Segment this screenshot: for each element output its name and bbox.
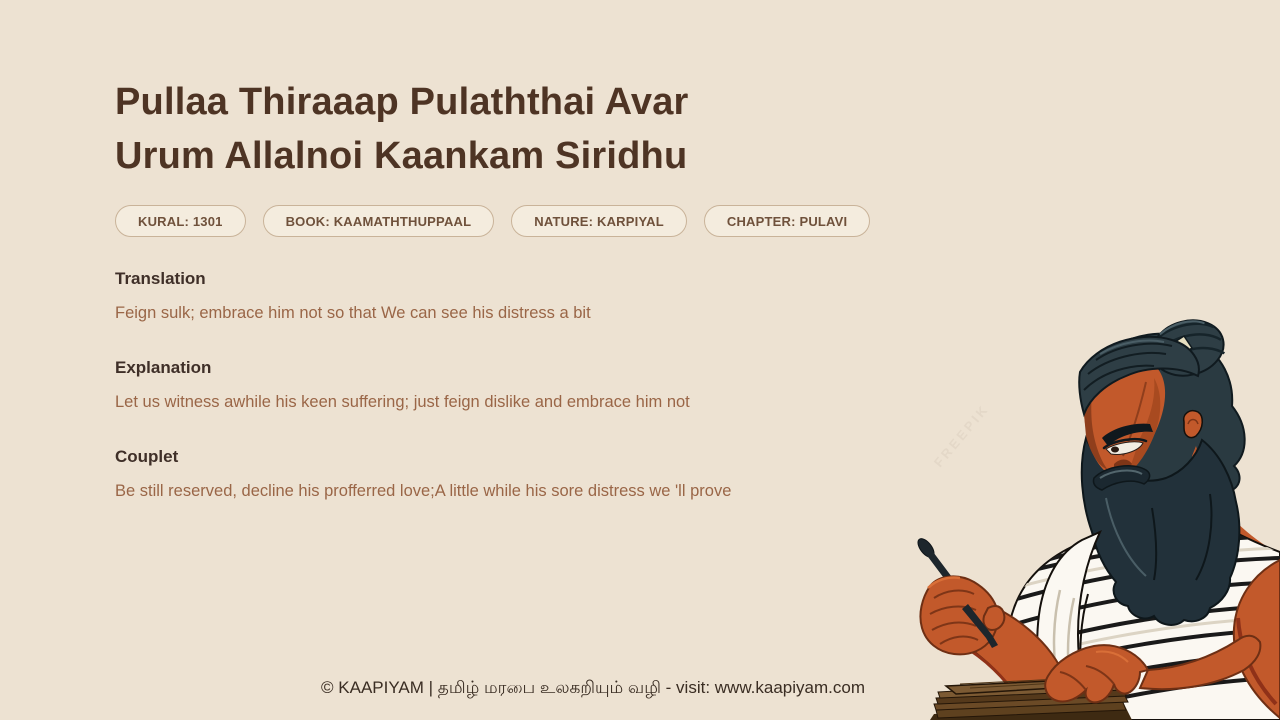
translation-heading: Translation [115,269,206,288]
kural-content [115,75,855,536]
translation-text: Feign sulk; embrace him not so that We can see his distress a bit [115,304,591,322]
page-title [115,75,855,183]
badge-kural-number[interactable]: KURAL: 1301 [115,205,246,237]
explanation-text: Let us witness awhile his keen suffering; just feign dislike and embrace him not [115,393,690,411]
footer-credit: © KAAPIYAM | தமிழ் மரபை உலகறியும் வழி - visit: www.kaapiyam.com [321,678,865,697]
svg-text:FREEPIK: FREEPIK [930,401,993,470]
sage-writing-graphic [900,318,1280,720]
couplet-text: Be still reserved, decline his profferred love;A little while his sore distress we 'll prove [115,482,732,500]
explanation-heading: Explanation [115,358,212,377]
section-couplet [115,447,855,502]
title-line-1: Pullaa Thiraaap Pulaththai Avar [115,81,689,123]
badge-row [115,205,855,237]
couplet-heading: Couplet [115,447,179,466]
title-line-2: Urum Allalnoi Kaankam Siridhu [115,135,688,177]
badge-chapter[interactable]: CHAPTER: PULAVI [704,205,870,237]
section-explanation [115,358,855,413]
section-translation [115,269,855,324]
badge-book[interactable]: BOOK: KAAMATHTHUPPAAL [263,205,495,237]
badge-nature[interactable]: NATURE: KARPIYAL [511,205,687,237]
thiruvalluvar-illustration [900,318,1280,720]
